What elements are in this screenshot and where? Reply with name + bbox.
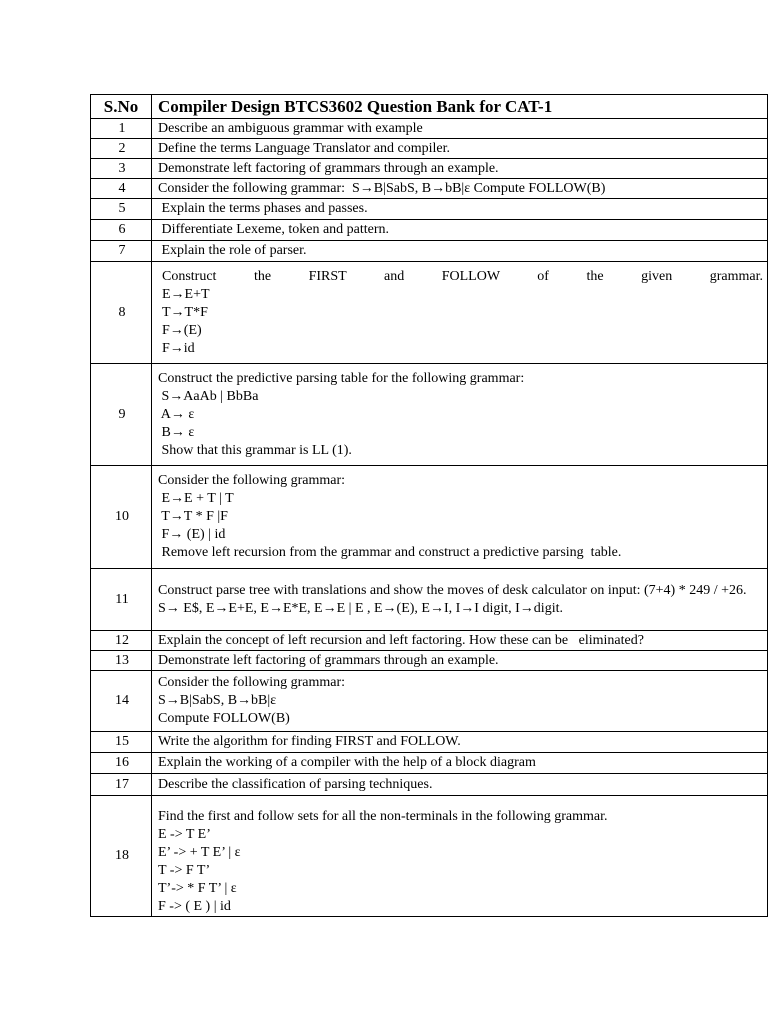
table-row [91, 796, 768, 917]
question-number: 17 [91, 774, 152, 796]
question-text: Find the first and follow sets for all the non-terminals in the following grammar. E -> T E’ E’ -> + T E’ | ε T -> F T’ T’-> * F T’ | ε F -> ( E ) | id [152, 796, 768, 917]
question-text: Define the terms Language Translator and compiler. [152, 139, 768, 159]
table-row [91, 631, 768, 651]
table-row [91, 364, 768, 466]
question-text: Explain the terms phases and passes. [152, 199, 768, 220]
question-text: Explain the role of parser. [152, 241, 768, 262]
table-row [91, 732, 768, 753]
question-number: 9 [91, 364, 152, 466]
question-number: 5 [91, 199, 152, 220]
question-text: Consider the following grammar: E→E + T | T T→T * F |F F→ (E) | id Remove left recursion from the grammar and construct a predictive parsing table. [152, 466, 768, 569]
question-text: Construct parse tree with translations and show the moves of desk calculator on input: (7+4) * 249 / +26. S→ E$, E→E+E, E→E*E, E→E | E , E→(E), E→I, I→I digit, I→digit. [152, 569, 768, 631]
table-header-row [91, 95, 768, 119]
question-number: 2 [91, 139, 152, 159]
table-row [91, 569, 768, 631]
table-title: Compiler Design BTCS3602 Question Bank for CAT-1 [152, 95, 768, 119]
question-text: Consider the following grammar: S→B|SabS, B→bB|ε Compute FOLLOW(B) [152, 671, 768, 732]
table-row [91, 139, 768, 159]
table-row [91, 199, 768, 220]
question-text: Write the algorithm for finding FIRST and FOLLOW. [152, 732, 768, 753]
question-text: Construct the FIRST and FOLLOW of the given grammar. E→E+T T→T*F F→(E) F→id [152, 262, 768, 364]
question-number: 4 [91, 179, 152, 199]
question-text: Demonstrate left factoring of grammars through an example. [152, 159, 768, 179]
question-text: Construct the predictive parsing table for the following grammar: S→AaAb | BbBa A→ ε B→ ε Show that this grammar is LL (1). [152, 364, 768, 466]
table-row [91, 671, 768, 732]
table-row [91, 774, 768, 796]
sno-header: S.No [91, 95, 152, 119]
question-number: 11 [91, 569, 152, 631]
question-text: Explain the working of a compiler with the help of a block diagram [152, 753, 768, 774]
table-row [91, 753, 768, 774]
question-text: Describe an ambiguous grammar with example [152, 119, 768, 139]
question-number: 7 [91, 241, 152, 262]
table-row [91, 119, 768, 139]
question-number: 10 [91, 466, 152, 569]
table-row [91, 220, 768, 241]
table-row [91, 179, 768, 199]
question-number: 18 [91, 796, 152, 917]
question-text: Differentiate Lexeme, token and pattern. [152, 220, 768, 241]
table-row [91, 262, 768, 364]
table-row [91, 241, 768, 262]
table-row [91, 466, 768, 569]
table-row [91, 651, 768, 671]
table-row [91, 159, 768, 179]
question-number: 13 [91, 651, 152, 671]
question-text: Consider the following grammar: S→B|SabS, B→bB|ε Compute FOLLOW(B) [152, 179, 768, 199]
question-number: 1 [91, 119, 152, 139]
question-number: 8 [91, 262, 152, 364]
question-text: Explain the concept of left recursion and left factoring. How these can be eliminated? [152, 631, 768, 651]
question-bank-table [90, 94, 768, 917]
question-number: 14 [91, 671, 152, 732]
question-number: 16 [91, 753, 152, 774]
question-number: 15 [91, 732, 152, 753]
question-text: Describe the classification of parsing techniques. [152, 774, 768, 796]
question-number: 3 [91, 159, 152, 179]
question-text: Demonstrate left factoring of grammars through an example. [152, 651, 768, 671]
question-number: 6 [91, 220, 152, 241]
question-number: 12 [91, 631, 152, 651]
